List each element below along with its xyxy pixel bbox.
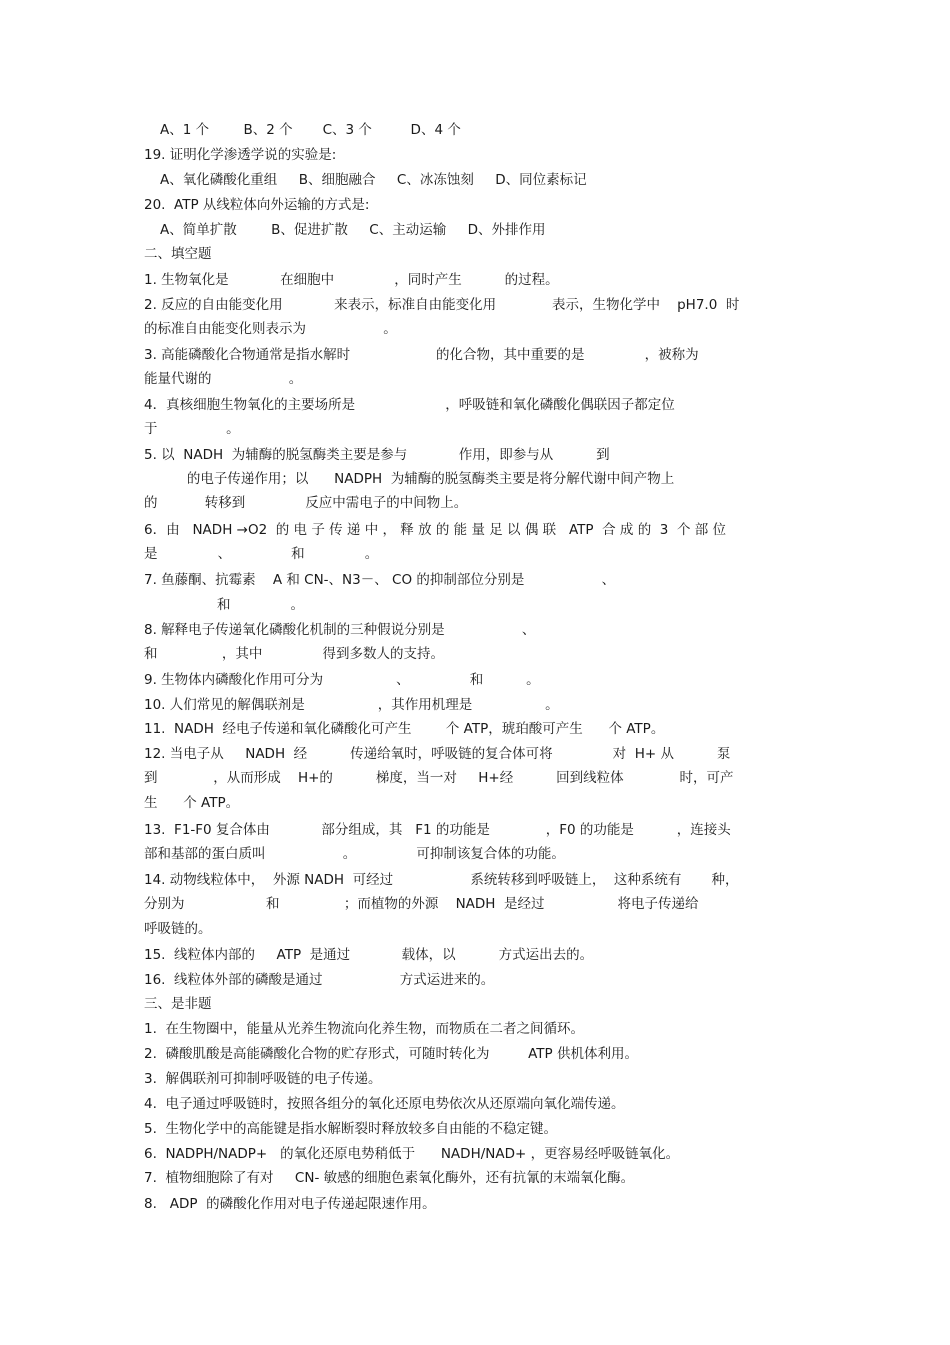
fill-q13-line2: 部和基部的蛋白质叫 。 可抑制该复合体的功能。 xyxy=(144,846,565,862)
fill-q14-line2: 分别为 和 ；而植物的外源 NADH 是经过 将电子传递给 xyxy=(144,896,699,912)
fill-q16: 16. 线粒体外部的磷酸是通过 方式运进来的。 xyxy=(144,972,495,988)
tf-q5: 5. 生物化学中的高能键是指水解断裂时释放较多自由能的不稳定键。 xyxy=(144,1121,557,1137)
fill-q14-line1: 14. 动物线粒体中， 外源 NADH 可经过 系统转移到呼吸链上， 这种系统有 种， xyxy=(144,872,739,888)
fill-q13-line1: 13. F1-F0 复合体由 部分组成，其 F1 的功能是 ，F0 的功能是 ，连接头 xyxy=(144,822,731,838)
fill-q3-line1: 3. 高能磷酸化合物通常是指水解时 的化合物，其中重要的是 ，被称为 xyxy=(144,347,699,363)
section-fill-blank-heading: 二、填空题 xyxy=(144,246,212,262)
tf-q1: 1. 在生物圈中，能量从光养生物流向化养生物，而物质在二者之间循环。 xyxy=(144,1021,584,1037)
fill-q4-line1: 4．真核细胞生物氧化的主要场所是 ，呼吸链和氧化磷酸化偶联因子都定位 xyxy=(144,397,675,413)
q18-options: A、1 个 B、2 个 C、3 个 D、4 个 xyxy=(160,122,461,138)
q20-question: 20. ATP 从线粒体向外运输的方式是: xyxy=(144,197,370,213)
fill-q8-line2: 和 ，其中 得到多数人的支持。 xyxy=(144,646,444,662)
fill-q10: 10. 人们常见的解偶联剂是 ，其作用机理是 。 xyxy=(144,697,559,713)
fill-q6-line2: 是 、 和 。 xyxy=(144,546,379,562)
fill-q14-line3: 呼吸链的。 xyxy=(144,921,212,937)
fill-q9: 9. 生物体内磷酸化作用可分为 、 和 。 xyxy=(144,672,540,688)
tf-q7: 7. 植物细胞除了有对 CN- 敏感的细胞色素氧化酶外，还有抗氰的末端氧化酶。 xyxy=(144,1170,635,1186)
fill-q2-line2: 的标准自由能变化则表示为 。 xyxy=(144,321,397,337)
fill-q7-line2: 和 。 xyxy=(144,597,305,613)
fill-q15: 15. 线粒体内部的 ATP 是通过 载体，以 方式运出去的。 xyxy=(144,947,594,963)
tf-q6: 6. NADPH/NADP+ 的氧化还原电势稍低于 NADH/NAD+ ，更容易经呼吸链氧化。 xyxy=(144,1146,680,1162)
tf-q4: 4. 电子通过呼吸链时，按照各组分的氧化还原电势依次从还原端向氧化端传递。 xyxy=(144,1096,625,1112)
fill-q3-line2: 能量代谢的 。 xyxy=(144,371,303,387)
fill-q12-line1: 12. 当电子从 NADH 经 传递给氧时，呼吸链的复合体可将 对 H+ 从 泵 xyxy=(144,746,731,762)
fill-q1: 1. 生物氧化是 在细胞中 ，同时产生 的过程。 xyxy=(144,272,559,288)
q19-options: A、氧化磷酸化重组 B、细胞融合 C、冰冻蚀刻 D、同位素标记 xyxy=(160,172,587,188)
fill-q8-line1: 8. 解释电子传递氧化磷酸化机制的三种假说分别是 、 xyxy=(144,622,536,638)
section-true-false-heading: 三、是非题 xyxy=(144,996,212,1012)
tf-q8: 8. ADP 的磷酸化作用对电子传递起限速作用。 xyxy=(144,1196,436,1212)
fill-q7-line1: 7. 鱼藤酮、抗霉素 A 和 CN-、N3－、 CO 的抑制部位分别是 、 xyxy=(144,572,616,588)
fill-q12-line2: 到 ，从而形成 H+的 梯度，当一对 H+经 回到线粒体 时，可产 xyxy=(144,770,734,786)
tf-q2: 2. 磷酸肌酸是高能磷酸化合物的贮存形式，可随时转化为 ATP 供机体利用。 xyxy=(144,1046,638,1062)
fill-q6-line1: 6．由 NADH →O2 的 电 子 传 递 中 ， 释 放 的 能 量 足 以 偶 联 ATP 合 成 的 3 个 部 位 xyxy=(144,522,727,538)
q20-options: A、简单扩散 B、促进扩散 C、主动运输 D、外排作用 xyxy=(160,222,546,238)
fill-q5-line1: 5. 以 NADH 为辅酶的脱氢酶类主要是参与 作用，即参与从 到 xyxy=(144,447,610,463)
fill-q2-line1: 2. 反应的自由能变化用 来表示，标准自由能变化用 表示，生物化学中 pH7.0 时 xyxy=(144,297,740,313)
fill-q12-line3: 生 个 ATP。 xyxy=(144,795,240,811)
fill-q11: 11. NADH 经电子传递和氧化磷酸化可产生 个 ATP，琥珀酸可产生 个 ATP。 xyxy=(144,721,665,737)
fill-q5-line2: 的电子传递作用；以 NADPH 为辅酶的脱氢酶类主要是将分解代谢中间产物上 xyxy=(144,471,675,487)
tf-q3: 3. 解偶联剂可抑制呼吸链的电子传递。 xyxy=(144,1071,382,1087)
fill-q5-line3: 的 转移到 反应中需电子的中间物上。 xyxy=(144,495,468,511)
fill-q4-line2: 于 。 xyxy=(144,421,240,437)
q19-question: 19. 证明化学渗透学说的实验是: xyxy=(144,147,337,163)
